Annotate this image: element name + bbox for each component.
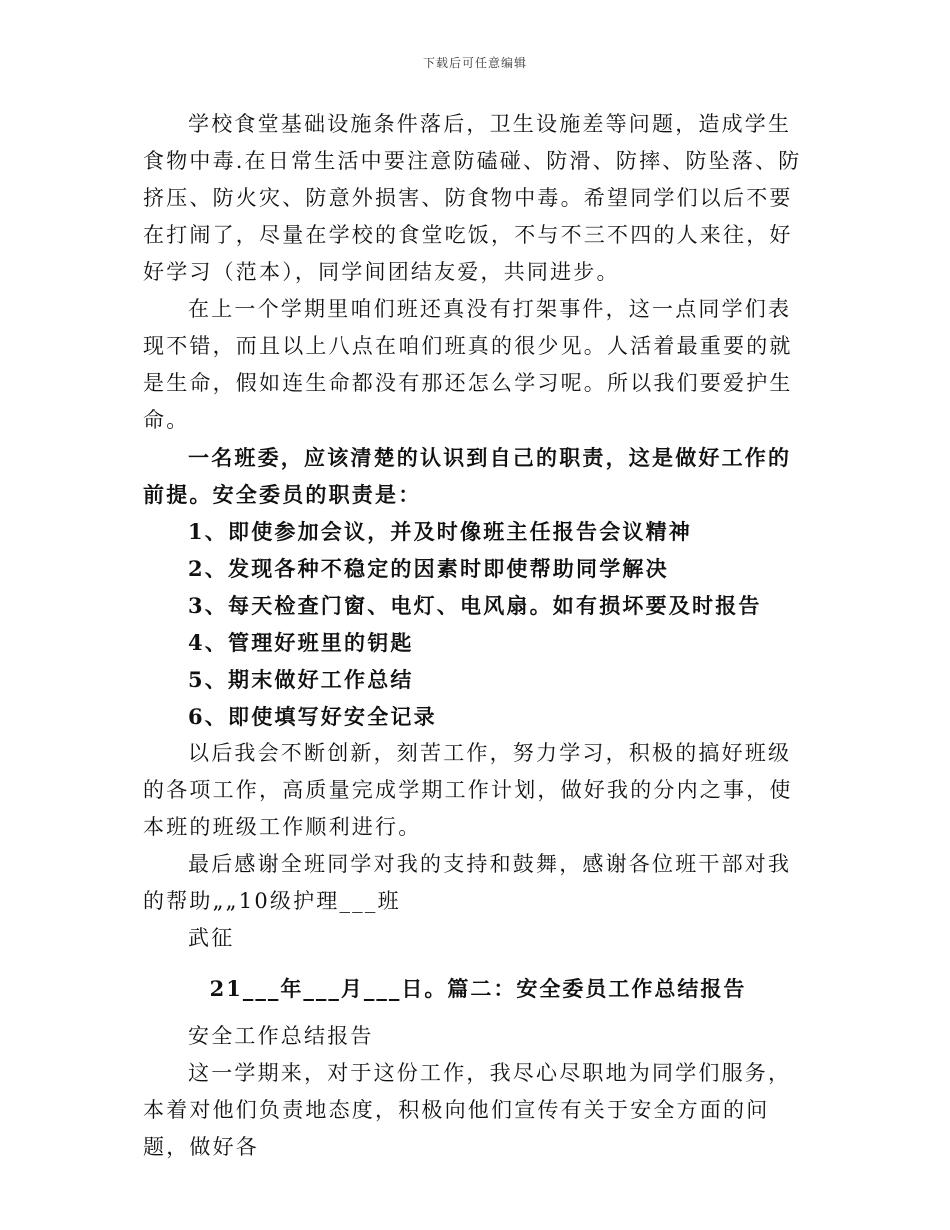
- paragraph-future-work: 以后我会不断创新，刻苦工作，努力学习，积极的搞好班级的各项工作，高质量完成学期工作计划，做好我的分内之事，使本班的班级工作顺利进行。: [143, 741, 793, 839]
- paragraph-thanks: 最后感谢全班同学对我的支持和鼓舞，感谢各位班干部对我的帮助„„10级护理___班: [143, 852, 792, 913]
- document-body: [143, 106, 813, 1166]
- paragraph-semester-summary: 这一学期来，对于这份工作，我尽心尽职地为同学们服务，本着对他们负责地态度，积极向他们宣传有关于安全方面的问题，做好各: [143, 1061, 792, 1159]
- paragraph-duties-intro: 一名班委，应该清楚的认识到自己的职责，这是做好工作的前提。安全委员的职责是：: [143, 445, 792, 507]
- section-title: 21___年___月___日。篇二：安全委员工作总结报告: [209, 976, 747, 1001]
- duty-item-1: 1、即使参加会议，并及时像班主任报告会议精神: [188, 519, 693, 544]
- duty-item-5: 5、期末做好工作总结: [188, 667, 414, 692]
- page-header: 下载后可任意编辑: [422, 56, 527, 70]
- paragraph-last-semester: 在上一个学期里咱们班还真没有打架事件，这一点同学们表现不错，而且以上八点在咱们班真的很少见。人活着最重要的就是生命，假如连生命都没有那还怎么学习呢。所以我们要爱护生命。: [143, 297, 793, 432]
- duty-item-6: 6、即使填写好安全记录: [188, 704, 437, 729]
- author-name: 武征: [188, 926, 235, 950]
- duty-item-2: 2、发现各种不稳定的因素时即使帮助同学解决: [188, 556, 669, 581]
- report-subtitle: 安全工作总结报告: [188, 1024, 374, 1048]
- duty-item-3: 3、每天检查门窗、电灯、电风扇。如有损坏要及时报告: [188, 593, 762, 618]
- paragraph-food-safety: 学校食堂基础设施条件落后，卫生设施差等问题，造成学生食物中毒.在日常生活中要注意防磕碰、防滑、防摔、防坠落、防挤压、防火灾、防意外损害、防食物中毒。希望同学们以后不要在打闹了，尽量在学校的食堂吃饭，不与不三不四的人来往，好好学习（范本），同学间团结友爱，共同进步。: [143, 112, 802, 284]
- duty-item-4: 4、管理好班里的钥匙: [188, 630, 414, 655]
